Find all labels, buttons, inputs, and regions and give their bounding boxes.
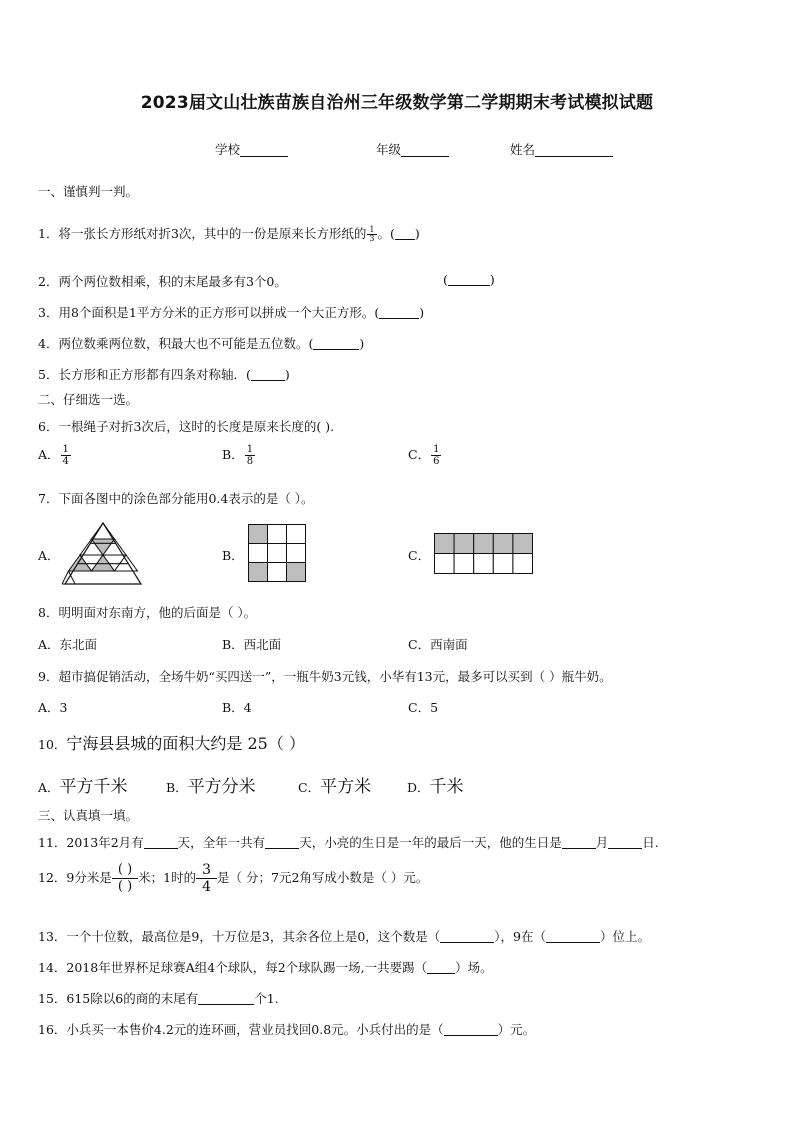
answer-blank[interactable] — [144, 836, 178, 849]
question-11: 11．2013年2月有 天，全年一共有 天，小亮的生日是一年的最后一天，他的生日是 月 日. — [38, 835, 659, 850]
question-number: 5． — [38, 367, 59, 382]
question-text: 长方形和正方形都有四条对称轴．( — [58, 367, 251, 382]
question-text: 两个两位数相乘，积的末尾最多有3个0。 — [58, 274, 287, 289]
question-text: 。( — [377, 226, 395, 241]
grade-label: 年级 — [376, 142, 402, 157]
option-b[interactable]: B．平方分米 — [166, 777, 256, 797]
school-blank[interactable] — [240, 143, 288, 157]
question-number: 16． — [38, 1022, 67, 1037]
grade-blank[interactable] — [401, 143, 449, 157]
name-field[interactable] — [510, 140, 613, 158]
question-number: 10． — [38, 737, 67, 752]
question-13: 13．一个十位数，最高位是9，十万位是3，其余各位上是0，这个数是（ ），9在（ ）位上。 — [38, 929, 650, 944]
rectangle-grid-figure — [434, 533, 534, 575]
question-9 — [38, 667, 612, 685]
grade-field[interactable] — [376, 140, 449, 158]
fraction: $\frac{1}{8}$ — [246, 444, 254, 467]
answer-blank[interactable] — [448, 273, 490, 286]
school-field[interactable] — [215, 140, 288, 158]
option-a[interactable]: A．3 — [38, 700, 68, 715]
option-c[interactable]: C． — [408, 548, 431, 563]
answer-blank[interactable] — [546, 930, 600, 943]
question-number: 7． — [38, 491, 59, 506]
question-number: 11． — [38, 835, 67, 850]
question-1 — [38, 224, 420, 243]
option-c[interactable]: C．5 — [408, 700, 439, 715]
fraction: $\frac{1}{4}$ — [62, 444, 69, 467]
question-2 — [38, 272, 287, 290]
fraction: $\frac{1}{6}$ — [433, 444, 440, 467]
section-heading: 一、谨慎判一判。 — [38, 184, 139, 199]
option-b[interactable]: B．4 — [222, 700, 252, 715]
answer-blank[interactable] — [427, 961, 455, 974]
question-14: 14．2018年世界杯足球赛A组4个球队，每2个球队踢一场,一共要踢（ ）场。 — [38, 960, 493, 975]
answer-blank[interactable] — [440, 930, 494, 943]
square-grid-figure — [248, 524, 308, 584]
section-heading: 二、仔细选一选。 — [38, 392, 139, 407]
answer-paren[interactable]: ( ) — [443, 272, 495, 287]
question-5: 5．长方形和正方形都有四条对称轴．( ) — [38, 367, 290, 382]
name-label: 姓名 — [510, 142, 536, 157]
question-number: 14． — [38, 960, 67, 975]
section-heading: 三、认真填一填。 — [38, 808, 139, 823]
answer-blank[interactable] — [251, 368, 285, 381]
answer-blank[interactable] — [444, 1023, 498, 1036]
fraction: $\frac{3}{4}$ — [196, 862, 217, 895]
triangle-figure — [62, 521, 144, 587]
option-a[interactable]: A．东北面 — [38, 637, 98, 652]
paren-close: ) — [414, 226, 420, 241]
question-number: 6． — [38, 419, 59, 434]
question-7 — [38, 489, 314, 507]
page-title: 2023届文山壮族苗族自治州三年级数学第二学期期末考试模拟试题 — [140, 93, 654, 113]
option-a[interactable]: A．平方千米 — [38, 777, 128, 797]
question-15: 15．615除以6的商的末尾有 个1. — [38, 991, 279, 1006]
question-4: 4．两位数乘两位数，积最大也不可能是五位数。( ) — [38, 336, 365, 351]
question-number: 4． — [38, 336, 59, 351]
question-number: 9． — [38, 669, 59, 684]
question-text: 用8个面积是1平方分米的正方形可以拼成一个大正方形。( — [58, 305, 380, 320]
name-blank[interactable] — [535, 143, 613, 157]
question-number: 15． — [38, 991, 67, 1006]
question-number: 13． — [38, 929, 67, 944]
option-d[interactable]: D．千米 — [407, 777, 464, 797]
answer-blank[interactable] — [265, 836, 299, 849]
option-c[interactable]: C． $\frac{1}{6}$ — [408, 444, 440, 467]
option-c[interactable]: C．平方米 — [298, 777, 372, 797]
question-text: 宁海县县城的面积大约是 25（ ） — [66, 734, 305, 753]
question-text: 超市搞促销活动，全场牛奶“买四送一”，一瓶牛奶3元钱，小华有13元，最多可以买到（ ）瓶牛奶。 — [58, 669, 612, 684]
question-number: 3． — [38, 305, 59, 320]
question-text: 下面各图中的涂色部分能用0.4表示的是（ ）。 — [58, 491, 314, 506]
fraction: $\frac{1}{3}$ — [369, 225, 375, 243]
question-number: 12． — [38, 870, 67, 885]
school-label: 学校 — [215, 142, 241, 157]
question-3: 3．用8个面积是1平方分米的正方形可以拼成一个大正方形。( ) — [38, 305, 425, 320]
answer-blank[interactable] — [608, 836, 642, 849]
question-text: 明明面对东南方，他的后面是（ ）。 — [58, 605, 257, 620]
question-number: 8． — [38, 605, 59, 620]
question-text: 一根绳子对折3次后，这时的长度是原来长度的( ). — [58, 419, 335, 434]
answer-blank[interactable] — [198, 992, 254, 1005]
option-c[interactable]: C．西南面 — [408, 637, 468, 652]
option-a[interactable]: A． — [38, 548, 60, 563]
answer-fraction[interactable]: ( ) ( ) — [112, 862, 138, 895]
question-text: 两位数乘两位数，积最大也不可能是五位数。( — [58, 336, 314, 351]
answer-blank[interactable] — [379, 306, 419, 319]
answer-blank[interactable] — [562, 836, 596, 849]
question-8 — [38, 603, 256, 621]
question-12: 12．9分米是 ( ) ( ) 米；1时的 $\frac{3}{4}$ 是（ 分；7元2角写成小数是（ ）元。 — [38, 862, 429, 895]
answer-blank[interactable] — [395, 227, 415, 240]
question-number: 2． — [38, 274, 59, 289]
question-16: 16．小兵买一本售价4.2元的连环画，营业员找回0.8元。小兵付出的是（ ）元。 — [38, 1022, 536, 1037]
answer-blank[interactable] — [313, 337, 359, 350]
question-6 — [38, 417, 334, 435]
question-text: 将一张长方形纸对折3次，其中的一份是原来长方形纸的 — [58, 226, 367, 241]
option-b[interactable]: B． $\frac{1}{8}$ — [222, 444, 254, 467]
option-b[interactable]: B． — [222, 548, 244, 563]
question-10 — [38, 731, 305, 754]
option-b[interactable]: B．西北面 — [222, 637, 282, 652]
option-a[interactable]: A． $\frac{1}{4}$ — [38, 444, 69, 467]
question-number: 1． — [38, 226, 59, 241]
